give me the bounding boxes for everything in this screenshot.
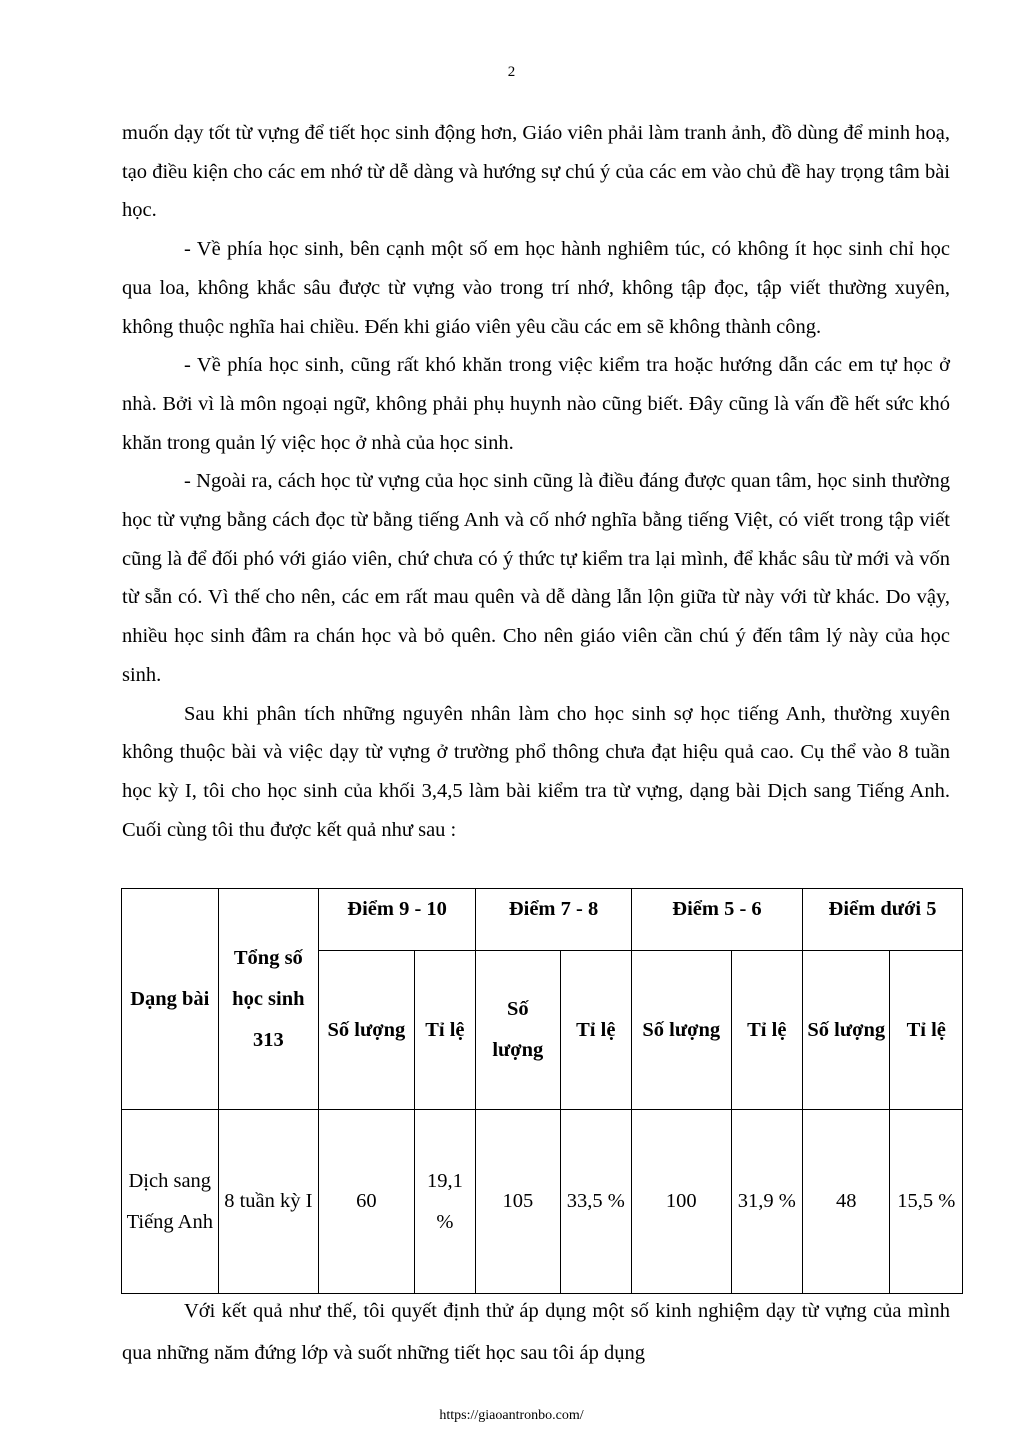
cell-count: 60 [319,1110,415,1294]
subheader-rate: Tỉ lệ [731,951,802,1110]
cell-rate: 31,9 % [731,1110,802,1294]
total-students: 313 [252,1028,284,1051]
cell-rate: 33,5 % [560,1110,631,1294]
body-text [122,114,950,849]
subheader-rate: Tỉ lệ [890,951,963,1110]
group-header: Điểm 5 - 6 [631,889,802,951]
cell-count: 100 [631,1110,731,1294]
group-header: Điểm 9 - 10 [319,889,476,951]
page-number: 2 [507,64,516,80]
group-header: Điểm dưới 5 [802,889,962,951]
cell-dang-bai: Dịch sang Tiếng Anh [122,1110,219,1294]
subheader-rate: Tỉ lệ [560,951,631,1110]
paragraph: - Ngoài ra, cách học từ vựng của học sinh cũng là điều đáng được quan tâm, học sinh thường học từ vựng bằng cách đọc từ bằng tiếng Anh và cố nhớ nghĩa bằng tiếng Việt, có viết trong tập viết cũng là để đối phó với giáo viên, chứ chưa có ý thức tự kiểm tra lại mình, để khắc sâu từ mới và vốn từ sẵn có. Vì thế cho nên, các em rất mau quên và dễ dàng lẫn lộn giữa từ này với từ khác. Do vậy, nhiều học sinh đâm ra chán học và bỏ quên. Cho nên giáo viên cần chú ý đến tâm lý này của học sinh. [122,470,950,686]
paragraph: - Về phía học sinh, bên cạnh một số em học hành nghiêm túc, có không ít học sinh chỉ học qua loa, không khắc sâu được từ vựng vào trong trí nhớ, không tập đọc, tập viết thường xuyên, không thuộc nghĩa hai chiều. Đến khi giáo viên yêu cầu các em sẽ không thành công. [122,238,950,338]
group-header: Điểm 7 - 8 [476,889,632,951]
results-table [121,888,963,1294]
paragraph: muốn dạy tốt từ vựng để tiết học sinh động hơn, Giáo viên phải làm tranh ảnh, đồ dùng để minh hoạ, tạo điều kiện cho các em nhớ từ dễ dàng và hướng sự chú ý của các em vào chủ đề hay trọng tâm bài học. [122,122,950,222]
subheader-count: Số lượng [319,951,415,1110]
subheader-count: Số lượng [802,951,890,1110]
cell-rate: 15,5 % [890,1110,963,1294]
cell-time: 8 tuần kỳ I [218,1110,319,1294]
subheader-count: Số lượng [631,951,731,1110]
paragraph: Với kết quả như thế, tôi quyết định thử áp dụng một số kinh nghiệm dạy từ vựng của mình qua những năm đứng lớp và suốt những tiết học sau tôi áp dụng [122,1300,950,1364]
cell-count: 48 [802,1110,890,1294]
paragraph: Sau khi phân tích những nguyên nhân làm cho học sinh sợ học tiếng Anh, thường xuyên không thuộc bài và việc dạy từ vựng ở trường phổ thông chưa đạt hiệu quả cao. Cụ thể vào 8 tuần học kỳ I, tôi cho học sinh của khối 3,4,5 làm bài kiểm tra từ vựng, dạng bài Dịch sang Tiếng Anh. Cuối cùng tôi thu được kết quả như sau : [122,702,950,841]
paragraph: - Về phía học sinh, cũng rất khó khăn trong việc kiểm tra hoặc hướng dẫn các em tự học ở nhà. Bởi vì là môn ngoại ngữ, không phải phụ huynh nào cũng biết. Đây cũng là vấn đề hết sức khó khăn trong quản lý việc học ở nhà của học sinh. [122,354,950,454]
footer-url[interactable]: https://giaoantronbo.com/ [439,1408,584,1423]
header-tong-so [218,889,319,1110]
cell-count: 105 [476,1110,560,1294]
header-dang-bai: Dạng bài [122,889,219,1110]
subheader-count: Số lượng [476,951,560,1110]
cell-rate: 19,1 % [414,1110,475,1294]
after-table-text [122,1290,950,1374]
header-tong-so-label: Tổng số học sinh [232,946,305,1010]
subheader-rate: Tỉ lệ [414,951,475,1110]
